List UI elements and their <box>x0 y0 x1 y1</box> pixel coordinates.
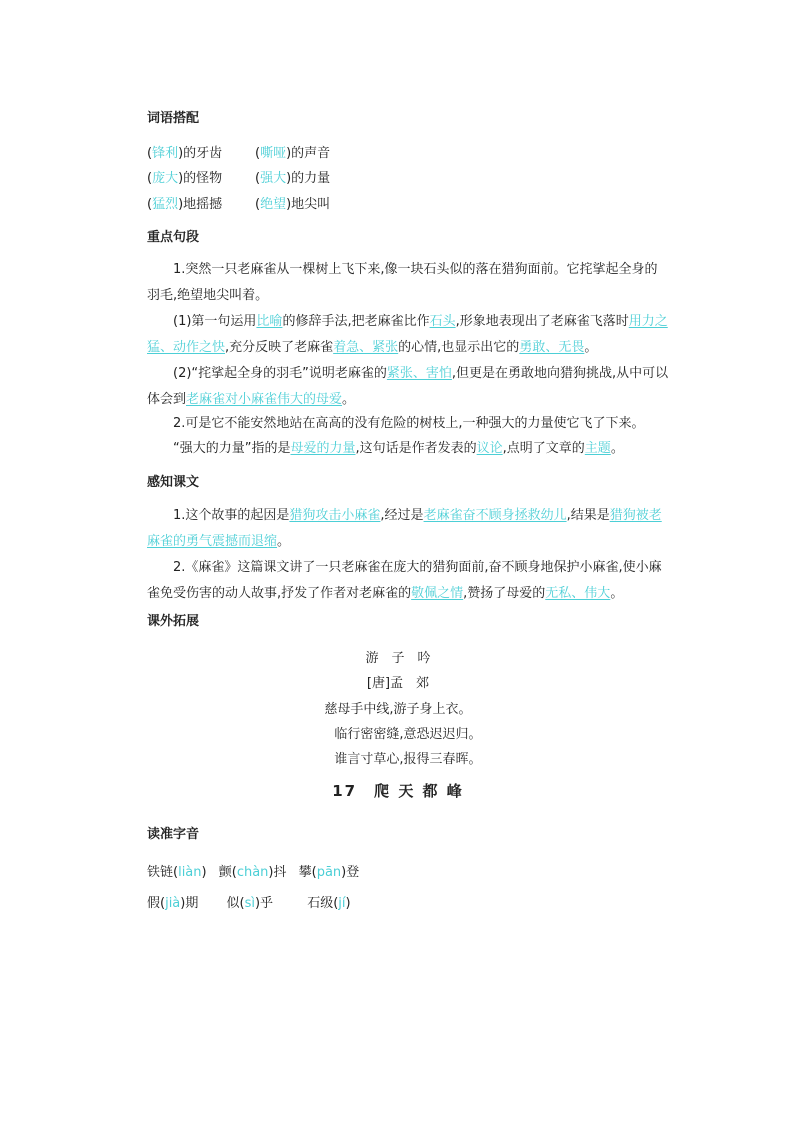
answer-word: 绝望 <box>260 197 287 212</box>
perceive-2: 2.《麻雀》这篇课文讲了一只老麻雀在庞大的猎狗面前,奋不顾身地保护小麻雀,使小麻雀免受伤害的动人故事,抒发了作者对老麻雀的敬佩之情,赞扬了母爱的无私、伟大。 <box>147 560 662 601</box>
collocation-row-2: (庞大)的怪物 (强大)的力量 <box>147 171 331 186</box>
poem-title: 游 子 吟 <box>365 651 431 666</box>
heading-key-sentences: 重点句段 <box>147 230 200 245</box>
answer-text: 老麻雀奋不顾身拯救幼儿 <box>423 508 567 523</box>
collocation-text: 地摇撼 <box>183 197 223 212</box>
poem-line-3: 谁言寸草心,报得三春晖。 <box>334 752 482 767</box>
answer-text: 猎狗被老麻雀的勇气震撼而退缩 <box>147 508 662 549</box>
answer-text: 老麻雀对小麻雀伟大的母爱 <box>186 392 343 407</box>
analysis-2: (2)“挓挲起全身的羽毛”说明老麻雀的紧张、害怕,但更是在勇敢地向猎狗挑战,从中可以体会到老麻雀对小麻雀伟大的母爱。 <box>147 366 669 407</box>
pinyin-row-2 <box>147 895 351 913</box>
collocation-text: 地尖叫 <box>291 197 331 212</box>
pinyin-item: 石级(jí) <box>307 896 351 911</box>
answer-word: 猛烈 <box>152 197 179 212</box>
pinyin: chàn <box>236 865 269 880</box>
pinyin: jià <box>165 896 181 911</box>
collocation-text: 的力量 <box>291 171 331 186</box>
answer-text: 敬佩之情 <box>411 586 464 601</box>
poem-author: [唐]孟 郊 <box>366 676 430 691</box>
answer-text: 无私、伟大 <box>545 586 611 601</box>
collocation-text: 的声音 <box>291 146 331 161</box>
answer-text: 紧张、害怕 <box>386 366 452 381</box>
answer-word: 锋利 <box>152 146 179 161</box>
lesson-title: 17 爬 天 都 峰 <box>332 782 464 800</box>
collocation-pair-2: (嘶哑)的声音 <box>255 146 331 161</box>
answer-text: 勇敢、无畏 <box>519 340 585 355</box>
poem-line-1: 慈母手中线,游子身上衣。 <box>324 702 472 717</box>
answer-word: 嘶哑 <box>260 146 287 161</box>
pinyin-item: 攀(pān)登 <box>298 865 360 880</box>
analysis-3: “强大的力量”指的是母爱的力量,这句话是作者发表的议论,点明了文章的主题。 <box>173 441 624 456</box>
collocation-text: 的怪物 <box>183 171 223 186</box>
pinyin: sì <box>244 896 255 911</box>
answer-text: 猎狗攻击小麻雀 <box>289 508 381 523</box>
collocation-pair-2: (强大)的力量 <box>255 171 331 186</box>
answer-text: 石头 <box>429 314 456 329</box>
collocation-pair-2: (绝望)地尖叫 <box>255 197 331 212</box>
heading-pronunciation: 读准字音 <box>147 827 200 842</box>
answer-text: 比喻 <box>256 314 283 329</box>
heading-word-collocation: 词语搭配 <box>147 111 200 126</box>
key-sentence-1: 1.突然一只老麻雀从一棵树上飞下来,像一块石头似的落在猎狗面前。它挓挲起全身的羽毛,绝望地尖叫着。 <box>147 262 658 303</box>
pinyin: jí <box>338 896 346 911</box>
answer-text: 母爱的力量 <box>290 441 356 456</box>
answer-word: 强大 <box>260 171 287 186</box>
collocation-row-3: (猛烈)地摇撼 (绝望)地尖叫 <box>147 197 331 212</box>
pinyin-item: 颤(chàn)抖 <box>218 865 287 880</box>
answer-text: 议论 <box>476 441 503 456</box>
pinyin-item: 假(jià)期 <box>147 896 199 911</box>
perceive-1: 1.这个故事的起因是猎狗攻击小麻雀,经过是老麻雀奋不顾身拯救幼儿,结果是猎狗被老麻雀的勇气震撼而退缩。 <box>147 508 662 549</box>
collocation-row-1: (锋利)的牙齿 (嘶哑)的声音 <box>147 146 331 161</box>
heading-extension: 课外拓展 <box>147 614 200 629</box>
pinyin-row-1 <box>147 864 359 882</box>
key-sentence-2: 2.可是它不能安然地站在高高的没有危险的树枝上,一种强大的力量使它飞了下来。 <box>173 416 645 431</box>
pinyin: liàn <box>178 865 202 880</box>
pinyin-item: 似(sì)乎 <box>226 896 274 911</box>
poem-line-2: 临行密密缝,意恐迟迟归。 <box>334 727 482 742</box>
answer-word: 庞大 <box>152 171 179 186</box>
pinyin-item: 铁链(liàn) <box>147 865 207 880</box>
pinyin: pān <box>316 865 342 880</box>
analysis-1: (1)第一句运用比喻的修辞手法,把老麻雀比作石头,形象地表现出了老麻雀飞落时用力之猛、动作之快,充分反映了老麻雀着急、紧张的心情,也显示出它的勇敢、无畏。 <box>147 314 668 355</box>
heading-perceive-text: 感知课文 <box>147 475 200 490</box>
collocation-text: 的牙齿 <box>183 146 223 161</box>
answer-text: 主题 <box>584 441 611 456</box>
answer-text: 用力之猛、动作之快 <box>147 314 668 355</box>
answer-text: 着急、紧张 <box>333 340 399 355</box>
